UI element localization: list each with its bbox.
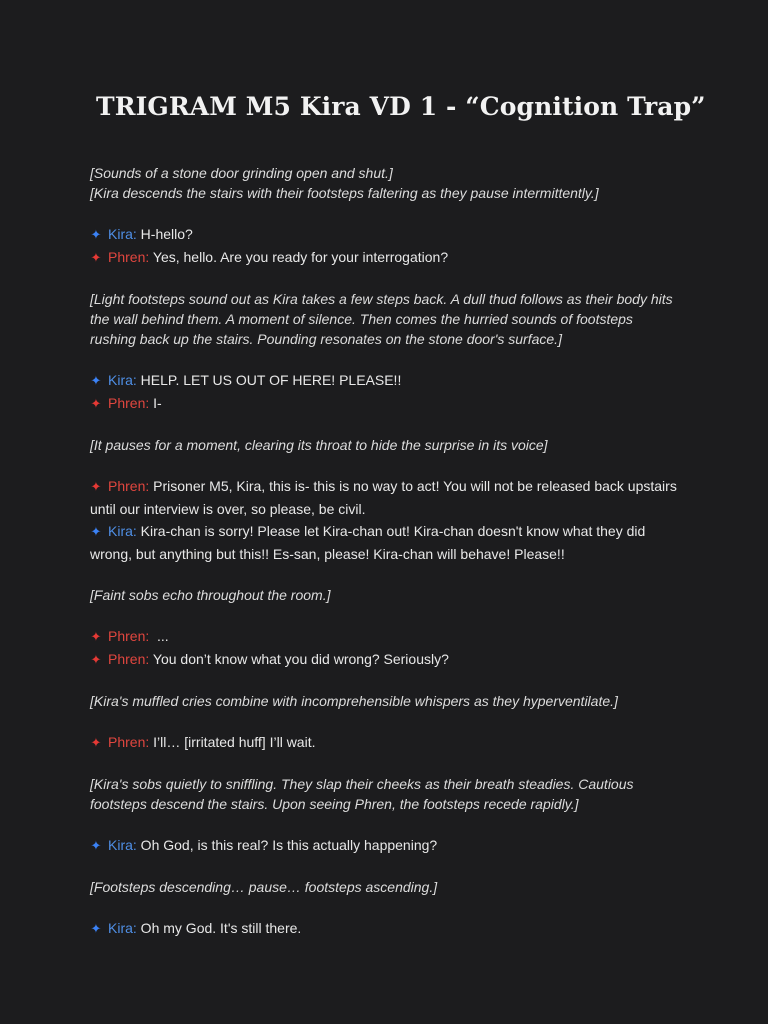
dialogue-line-kira xyxy=(90,369,678,392)
speaker-name: Kira: xyxy=(108,837,137,853)
star-icon: ✦ xyxy=(90,479,102,494)
stage-direction: [It pauses for a moment, clearing its throat to hide the surprise in its voice] xyxy=(90,437,548,453)
speaker-name: Kira: xyxy=(108,226,137,242)
stage-direction: [Kira descends the stairs with their footsteps faltering as they pause intermittently.] xyxy=(90,185,599,201)
stage-direction: [Faint sobs echo throughout the room.] xyxy=(90,587,331,603)
speaker-name: Phren: xyxy=(108,734,150,750)
speaker-name: Phren: xyxy=(108,478,150,494)
dialogue-text: I- xyxy=(149,395,162,411)
dialogue-text: Oh God, is this real? Is this actually happening? xyxy=(136,837,438,853)
star-icon: ✦ xyxy=(90,629,102,644)
dialogue-text: ... xyxy=(149,628,169,644)
dialogue-text: I’ll… [irritated huff] I’ll wait. xyxy=(149,734,316,750)
dialogue-text: HELP. LET US OUT OF HERE! PLEASE!! xyxy=(136,372,402,388)
dialogue-text: Kira-chan is sorry! Please let Kira-chan out! Kira-chan doesn't know what they did wrong, but anything but this!! Es-san, please! Kira-chan will behave! Please!! xyxy=(90,523,646,562)
stage-direction: [Sounds of a stone door grinding open and shut.] xyxy=(90,165,393,181)
dialogue-line-kira xyxy=(90,520,678,565)
stage-direction: [Light footsteps sound out as Kira takes a few steps back. A dull thud follows as their body hits the wall behind them. A moment of silence. Then comes the hurried sounds of footsteps rushing back up the stairs. Pounding resonates on the stone door's surface.] xyxy=(90,291,673,347)
star-icon: ✦ xyxy=(90,921,102,936)
dialogue-line-phren xyxy=(90,246,678,269)
dialogue-text: Prisoner M5, Kira, this is- this is no way to act! You will not be released back upstairs until our interview is over, so please, be civil. xyxy=(90,478,677,517)
speaker-name: Phren: xyxy=(108,395,150,411)
dialogue-line-phren xyxy=(90,731,678,754)
page-title: TRIGRAM M5 Kira VD 1 - “Cognition Trap” xyxy=(96,92,706,121)
dialogue-line-kira xyxy=(90,917,678,940)
dialogue-text: Yes, hello. Are you ready for your interrogation? xyxy=(149,249,449,265)
dialogue-text: You don’t know what you did wrong? Seriously? xyxy=(149,651,449,667)
stage-direction: [Kira's muffled cries combine with incomprehensible whispers as they hyperventilate.] xyxy=(90,693,618,709)
speaker-name: Phren: xyxy=(108,651,150,667)
speaker-name: Kira: xyxy=(108,920,137,936)
star-icon: ✦ xyxy=(90,396,102,411)
dialogue-text: Oh my God. It's still there. xyxy=(136,920,302,936)
star-icon: ✦ xyxy=(90,735,102,750)
speaker-name: Kira: xyxy=(108,523,137,539)
star-icon: ✦ xyxy=(90,373,102,388)
star-icon: ✦ xyxy=(90,652,102,667)
stage-direction: [Footsteps descending… pause… footsteps ascending.] xyxy=(90,879,438,895)
dialogue-line-phren xyxy=(90,475,678,520)
dialogue-text: H-hello? xyxy=(136,226,193,242)
dialogue-line-kira xyxy=(90,834,678,857)
dialogue-line-phren xyxy=(90,648,678,671)
star-icon: ✦ xyxy=(90,838,102,853)
star-icon: ✦ xyxy=(90,227,102,242)
dialogue-line-phren xyxy=(90,625,678,648)
dialogue-line-kira xyxy=(90,223,678,246)
speaker-name: Kira: xyxy=(108,372,137,388)
star-icon: ✦ xyxy=(90,524,102,539)
speaker-name: Phren: xyxy=(108,628,150,644)
dialogue-line-phren xyxy=(90,392,678,415)
speaker-name: Phren: xyxy=(108,249,150,265)
stage-direction: [Kira's sobs quietly to sniffling. They slap their cheeks as their breath steadies. Cautious footsteps descend the stairs. Upon seeing Phren, the footsteps recede rapidly.] xyxy=(90,776,634,812)
star-icon: ✦ xyxy=(90,250,102,265)
